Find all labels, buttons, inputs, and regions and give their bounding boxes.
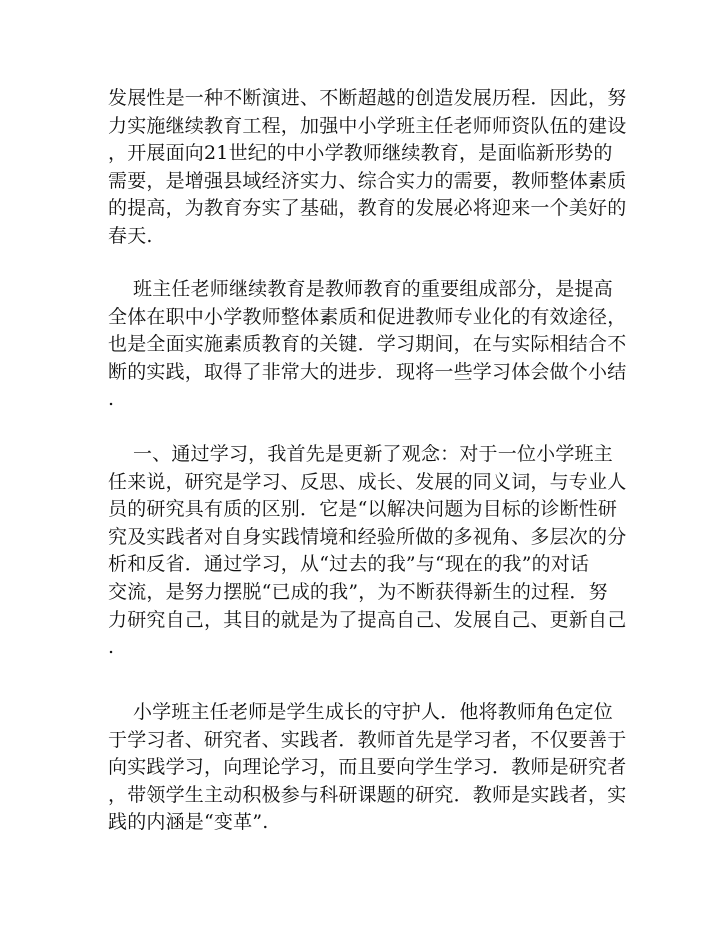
text-line: 需要，是增强县域经济实力、综合实力的需要，教师整体素质 <box>108 169 627 192</box>
paragraph-2 <box>108 276 627 414</box>
text-line: 春天. <box>108 224 153 247</box>
text-line: . <box>108 636 115 659</box>
text-line: 究及实践者对自身实践情境和经验所做的多视角、多层次的分 <box>108 525 627 548</box>
text-line: 一、通过学习，我首先是更新了观念：对于一位小学班主 <box>108 443 613 465</box>
text-line: 发展性是一种不断演进、不断超越的创造发展历程．因此，努 <box>108 87 627 109</box>
text-line: 也是全面实施素质教育的关键．学习期间，在与实际相结合不 <box>108 333 627 356</box>
text-line: 员的研究具有质的区别．它是“以解决问题为目标的诊断性研 <box>108 498 618 521</box>
text-line: ，带领学生主动积极参与科研课题的研究．教师是实践者，实 <box>108 783 627 806</box>
text-line: 践的内涵是“变革”. <box>108 811 269 834</box>
text-line: 的提高，为教育夯实了基础，教育的发展必将迎来一个美好的 <box>108 197 627 220</box>
text-line: 交流，是努力摆脱“已成的我”，为不断获得新生的过程．努 <box>108 580 608 603</box>
text-line: ，开展面向21世纪的中小学教师继续教育，是面临新形势的 <box>108 142 613 165</box>
text-line: 断的实践，取得了非常大的进步．现将一些学习体会做个小结 <box>108 360 627 383</box>
text-line: 力实施继续教育工程，加强中小学班主任老师师资队伍的建设 <box>108 114 627 137</box>
text-line: 任来说，研究是学习、反思、成长、发展的同义词，与专业人 <box>108 470 627 493</box>
paragraph-3 <box>108 441 627 662</box>
text-line: . <box>108 388 115 411</box>
text-line: 全体在职中小学教师整体素质和促进教师专业化的有效途径， <box>108 305 627 328</box>
text-line: 小学班主任老师是学生成长的守护人．他将教师角色定位 <box>108 701 613 723</box>
text-line: 析和反省．通过学习，从“过去的我”与“现在的我”的对话 <box>108 553 590 576</box>
text-line: 力研究自己，其目的就是为了提高自己、发展自己、更新自己 <box>108 608 627 631</box>
text-line: 班主任老师继续教育是教师教育的重要组成部分，是提高 <box>108 278 613 300</box>
text-line: 于学习者、研究者、实践者．教师首先是学习者，不仅要善于 <box>108 728 627 751</box>
text-line: 向实践学习，向理论学习，而且要向学生学习．教师是研究者 <box>108 756 627 779</box>
paragraph-1 <box>108 85 627 251</box>
paragraph-4 <box>108 699 627 837</box>
